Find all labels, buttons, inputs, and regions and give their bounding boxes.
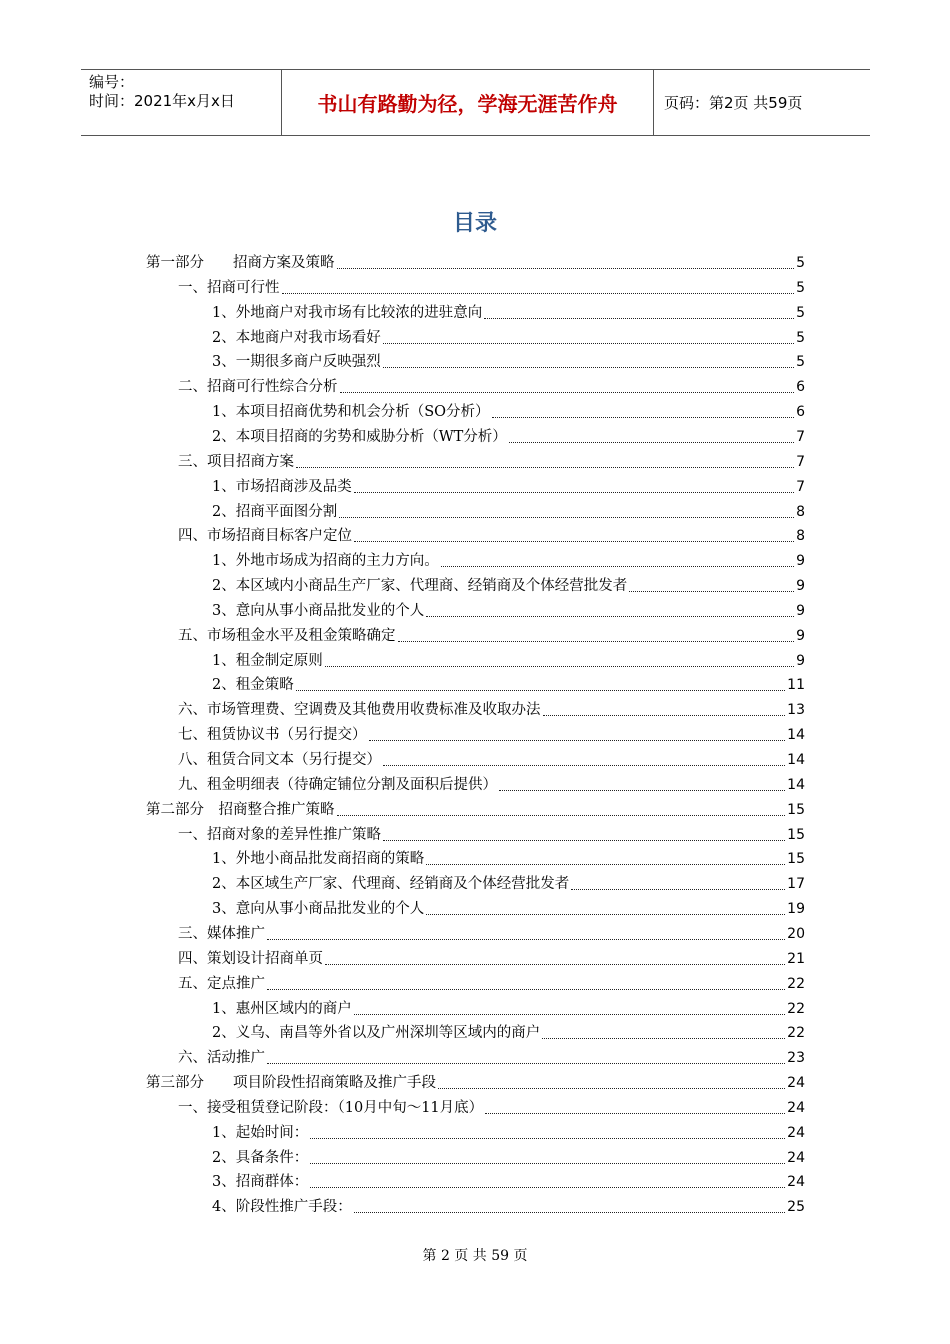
toc-entry-label: 六、活动推广 xyxy=(178,1050,265,1067)
toc-entry-label: 三、项目招商方案 xyxy=(178,453,294,470)
toc-leader-dots xyxy=(383,366,794,368)
toc-leader-dots xyxy=(354,1211,785,1213)
toc-entry-label: 第一部分 招商方案及策略 xyxy=(146,255,335,271)
toc-entry-page: 19 xyxy=(787,901,805,918)
toc-entry-label: 一、招商对象的差异性推广策略 xyxy=(178,826,381,843)
toc-entry-label: 第二部分 招商整合推广策略 xyxy=(146,801,335,818)
toc-entry-label: 3、意向从事小商品批发业的个人 xyxy=(212,901,425,918)
toc-entry-label: 四、策划设计招商单页 xyxy=(178,950,323,967)
toc-entry-page: 22 xyxy=(787,1000,805,1017)
toc-entry[interactable] xyxy=(178,625,805,647)
toc-leader-dots xyxy=(337,814,786,816)
toc-entry-label: 4、阶段性推广手段： xyxy=(212,1199,352,1216)
toc-entry[interactable] xyxy=(212,426,805,448)
toc-entry-page: 15 xyxy=(787,826,805,843)
toc-leader-dots xyxy=(267,988,785,990)
toc-leader-dots xyxy=(267,938,785,940)
toc-entry-page: 5 xyxy=(796,279,805,296)
document-number-label: 编号： xyxy=(89,73,135,91)
toc-entry[interactable] xyxy=(212,674,805,696)
toc-entry-label: 2、本区域生产厂家、代理商、经销商及个体经营批发者 xyxy=(212,876,570,893)
toc-leader-dots xyxy=(629,590,794,592)
toc-entry[interactable] xyxy=(146,799,805,821)
toc-entry-label: 1、外地商户对我市场有比较浓的进驻意向 xyxy=(212,304,483,321)
toc-leader-dots xyxy=(426,863,785,865)
toc-entry-label: 三、媒体推广 xyxy=(178,925,265,942)
toc-entry-label: 一、接受租赁登记阶段：（10月中旬～11月底） xyxy=(178,1099,484,1116)
toc-entry-page: 15 xyxy=(787,851,805,868)
toc-entry-label: 2、租金策略 xyxy=(212,677,294,694)
toc-entry[interactable] xyxy=(178,948,805,970)
toc-title: 目录 xyxy=(452,211,497,236)
toc-entry-label: 2、义乌、南昌等外省以及广州深圳等区域内的商户 xyxy=(212,1025,541,1042)
toc-entry-label: 五、定点推广 xyxy=(178,975,265,992)
toc-entry[interactable] xyxy=(212,550,805,572)
toc-entry-page: 14 xyxy=(787,776,805,793)
toc-entry-label: 六、市场管理费、空调费及其他费用收费标准及收取办法 xyxy=(178,702,541,719)
toc-entry[interactable] xyxy=(212,1171,805,1193)
toc-entry-page: 5 xyxy=(796,255,805,271)
toc-leader-dots xyxy=(354,1013,785,1015)
toc-entry-page: 22 xyxy=(787,1025,805,1042)
toc-leader-dots xyxy=(354,491,794,493)
toc-entry-page: 21 xyxy=(787,950,805,967)
toc-entry-label: 2、招商平面图分割 xyxy=(212,503,338,520)
page-header xyxy=(81,69,870,136)
toc-entry[interactable] xyxy=(178,973,805,995)
toc-entry-label: 1、惠州区域内的商户 xyxy=(212,1000,352,1017)
toc-entry-page: 23 xyxy=(787,1050,805,1067)
toc-entry-label: 1、本项目招商优势和机会分析（SO分析） xyxy=(212,404,490,421)
toc-leader-dots xyxy=(296,689,785,691)
document-date-label: 时间：2021年x月x日 xyxy=(89,92,235,110)
toc-entry-label: 2、本项目招商的劣势和威胁分析（WT分析） xyxy=(212,428,507,445)
toc-entry[interactable] xyxy=(178,724,805,746)
toc-entry[interactable] xyxy=(212,351,805,373)
toc-entry-page: 17 xyxy=(787,876,805,893)
toc-entry-label: 1、市场招商涉及品类 xyxy=(212,478,352,495)
toc-entry-page: 9 xyxy=(796,553,805,570)
toc-entry-page: 20 xyxy=(787,925,805,942)
toc-entry-page: 7 xyxy=(796,478,805,495)
toc-entry-label: 3、意向从事小商品批发业的个人 xyxy=(212,602,425,619)
toc-entry-page: 8 xyxy=(796,503,805,520)
toc-entry-page: 24 xyxy=(787,1075,805,1092)
toc-leader-dots xyxy=(267,1062,785,1064)
toc-entry-page: 14 xyxy=(787,727,805,744)
toc-entry-page: 11 xyxy=(787,677,805,694)
toc-entry-page: 5 xyxy=(796,304,805,321)
toc-entry-label: 九、租金明细表（待确定铺位分割及面积后提供） xyxy=(178,776,497,793)
toc-entry[interactable] xyxy=(212,401,805,423)
toc-leader-dots xyxy=(310,1186,785,1188)
toc-entry-label: 1、外地市场成为招商的主力方向。 xyxy=(212,553,439,570)
header-left-cell xyxy=(81,70,281,135)
toc-leader-dots xyxy=(325,665,794,667)
toc-entry-page: 6 xyxy=(796,379,805,396)
toc-leader-dots xyxy=(383,342,794,344)
toc-leader-dots xyxy=(282,292,795,294)
toc-leader-dots xyxy=(438,1087,785,1089)
toc-entry-label: 1、租金制定原则 xyxy=(212,652,323,669)
header-page-label: 页码：第2页 共59页 xyxy=(664,94,803,112)
page-footer: 第 2 页 共 59 页 xyxy=(422,1248,528,1264)
toc-entry[interactable] xyxy=(212,476,805,498)
toc-entry-label: 3、招商群体： xyxy=(212,1174,309,1191)
toc-entry[interactable] xyxy=(212,873,805,895)
toc-entry[interactable] xyxy=(212,848,805,870)
toc-leader-dots xyxy=(325,963,785,965)
toc-entry-label: 第三部分 项目阶段性招商策略及推广手段 xyxy=(146,1075,436,1092)
toc-entry-page: 9 xyxy=(796,652,805,669)
toc-leader-dots xyxy=(340,391,795,393)
toc-leader-dots xyxy=(543,714,786,716)
toc-leader-dots xyxy=(383,839,785,841)
toc-leader-dots xyxy=(484,317,794,319)
toc-entry-label: 一、招商可行性 xyxy=(178,279,280,296)
toc-entry-label: 2、本区域内小商品生产厂家、代理商、经销商及个体经营批发者 xyxy=(212,578,628,595)
toc-entry[interactable] xyxy=(178,376,805,398)
toc-leader-dots xyxy=(296,466,794,468)
toc-entry-page: 22 xyxy=(787,975,805,992)
toc-entry-label: 1、起始时间： xyxy=(212,1124,309,1141)
toc-leader-dots xyxy=(310,1162,785,1164)
toc-entry[interactable] xyxy=(178,923,805,945)
toc-entry[interactable] xyxy=(212,327,805,349)
toc-entry-page: 24 xyxy=(787,1149,805,1166)
toc-entry-page: 7 xyxy=(796,453,805,470)
toc-entry-page: 7 xyxy=(796,428,805,445)
toc-entry-page: 24 xyxy=(787,1124,805,1141)
toc-entry[interactable] xyxy=(178,525,805,547)
toc-entry-label: 七、租赁协议书（另行提交） xyxy=(178,727,367,744)
toc-entry[interactable] xyxy=(178,749,805,771)
toc-leader-dots xyxy=(509,441,794,443)
toc-entry[interactable] xyxy=(212,1196,805,1218)
toc-leader-dots xyxy=(339,516,794,518)
toc-entry-page: 5 xyxy=(796,354,805,371)
toc-entry[interactable] xyxy=(212,650,805,672)
toc-leader-dots xyxy=(398,640,795,642)
toc-leader-dots xyxy=(571,888,785,890)
toc-entry[interactable] xyxy=(212,1022,805,1044)
toc-entry-page: 9 xyxy=(796,602,805,619)
header-motto: 书山有路勤为径，学海无涯苦作舟 xyxy=(281,70,654,135)
toc-entry[interactable] xyxy=(212,1147,805,1169)
toc-entry[interactable] xyxy=(178,277,805,299)
toc-entry-label: 3、一期很多商户反映强烈 xyxy=(212,354,381,371)
toc-leader-dots xyxy=(441,565,794,567)
toc-entry[interactable] xyxy=(178,1047,805,1069)
toc-entry[interactable] xyxy=(212,600,805,622)
toc-entry-label: 2、具备条件： xyxy=(212,1149,309,1166)
toc-entry-page: 24 xyxy=(787,1099,805,1116)
toc-entry[interactable] xyxy=(178,699,805,721)
toc-leader-dots xyxy=(369,739,786,741)
toc-entry-page: 8 xyxy=(796,528,805,545)
toc-entry[interactable] xyxy=(178,1097,805,1119)
toc-entry-page: 5 xyxy=(796,329,805,346)
toc-leader-dots xyxy=(426,615,794,617)
toc-entry[interactable] xyxy=(212,302,805,324)
toc-entry-label: 1、外地小商品批发商招商的策略 xyxy=(212,851,425,868)
toc-entry[interactable] xyxy=(212,1122,805,1144)
toc-entry-page: 25 xyxy=(787,1199,805,1216)
toc-entry[interactable] xyxy=(212,898,805,920)
toc-entry[interactable] xyxy=(178,451,805,473)
toc-leader-dots xyxy=(310,1137,785,1139)
toc-leader-dots xyxy=(492,416,795,418)
toc-leader-dots xyxy=(354,540,794,542)
toc-leader-dots xyxy=(383,764,785,766)
toc-leader-dots xyxy=(337,267,795,269)
toc-entry[interactable] xyxy=(178,774,805,796)
toc-entry-page: 13 xyxy=(787,702,805,719)
toc-leader-dots xyxy=(426,913,785,915)
toc-entry-label: 四、市场招商目标客户定位 xyxy=(178,528,352,545)
toc-entry[interactable] xyxy=(212,575,805,597)
toc-entry-page: 15 xyxy=(787,801,805,818)
toc-entry-page: 9 xyxy=(796,578,805,595)
toc-entry-page: 9 xyxy=(796,627,805,644)
toc-entry-page: 14 xyxy=(787,752,805,768)
toc-entry-label: 五、市场租金水平及租金策略确定 xyxy=(178,627,396,644)
toc-leader-dots xyxy=(485,1112,785,1114)
toc-leader-dots xyxy=(499,789,785,791)
toc-entry[interactable] xyxy=(212,501,805,523)
toc-entry-page: 6 xyxy=(796,404,805,421)
toc-entry[interactable] xyxy=(178,824,805,846)
toc-entry-page: 24 xyxy=(787,1174,805,1191)
toc-entry-label: 八、租赁合同文本（另行提交） xyxy=(178,752,381,768)
toc-entry-label: 2、本地商户对我市场看好 xyxy=(212,329,381,346)
toc-entry[interactable] xyxy=(212,998,805,1020)
toc-entry[interactable] xyxy=(146,1072,805,1094)
toc-entry[interactable] xyxy=(146,252,805,274)
toc-leader-dots xyxy=(542,1037,785,1039)
toc-entry-label: 二、招商可行性综合分析 xyxy=(178,379,338,396)
